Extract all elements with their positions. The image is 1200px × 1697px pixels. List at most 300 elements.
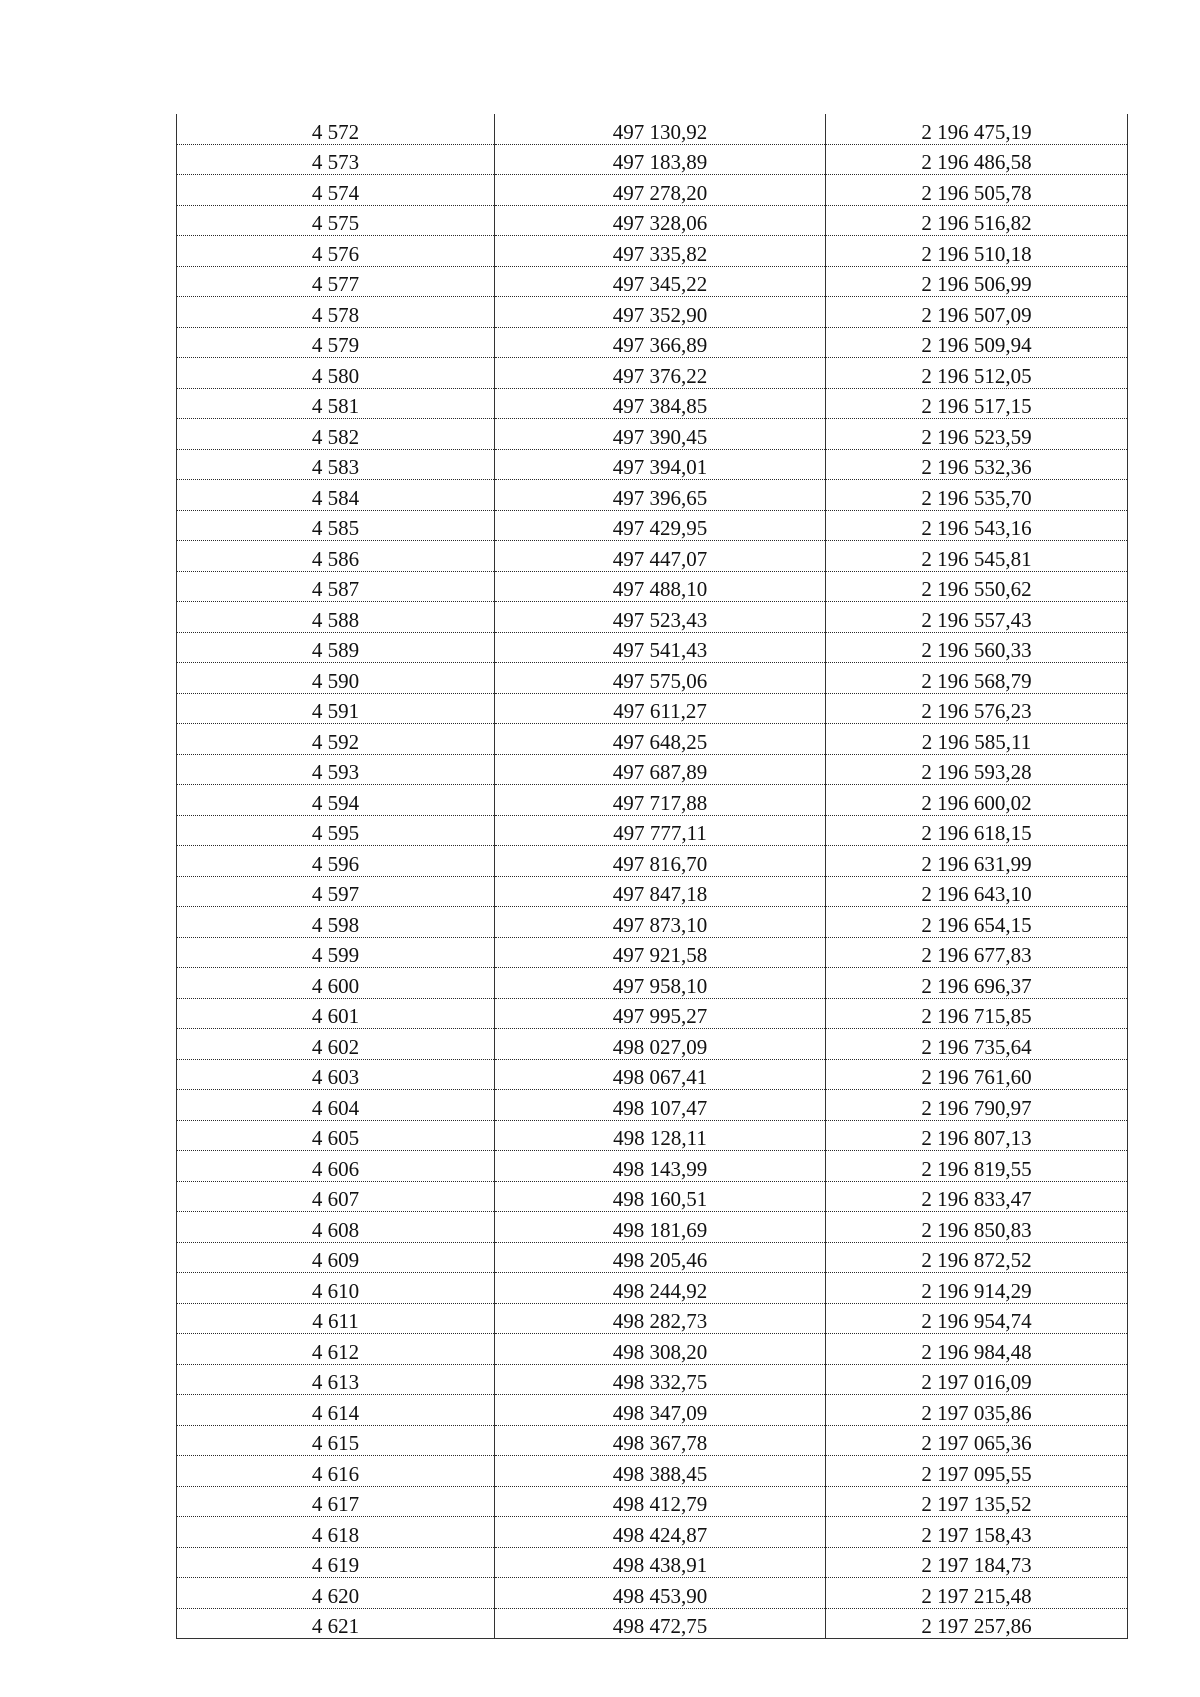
- y-coordinate-cell-text: 2 196 568,79: [921, 668, 1032, 693]
- y-coordinate-cell: [826, 724, 1128, 755]
- x-coordinate-cell-text: 498 412,79: [612, 1492, 708, 1516]
- y-coordinate-cell: [826, 1273, 1128, 1304]
- y-coordinate-cell: [826, 510, 1128, 541]
- y-coordinate-cell: [826, 1029, 1128, 1060]
- x-coordinate-cell-text: 498 205,46: [612, 1248, 708, 1272]
- point-number-cell-text: 4 596: [311, 851, 360, 876]
- point-number-cell-text: 4 591: [311, 699, 360, 723]
- y-coordinate-cell-text: 2 196 576,23: [921, 699, 1032, 723]
- x-coordinate-cell-text: 497 611,27: [613, 699, 707, 723]
- x-coordinate-cell: [495, 571, 826, 602]
- table-row: [177, 236, 1128, 267]
- point-number-cell: [177, 602, 495, 633]
- y-coordinate-cell-text: 2 196 954,74: [921, 1309, 1032, 1333]
- y-coordinate-cell: [826, 175, 1128, 206]
- x-coordinate-cell-text: 498 128,11: [613, 1126, 707, 1150]
- point-number-cell-text: 4 613: [311, 1370, 360, 1394]
- x-coordinate-cell-text: 497 575,06: [612, 668, 708, 693]
- x-coordinate-cell-text: 498 143,99: [612, 1156, 708, 1181]
- y-coordinate-cell-text: 2 196 509,94: [921, 333, 1032, 357]
- x-coordinate-cell-text: 498 107,47: [612, 1095, 708, 1120]
- table-row: [177, 1242, 1128, 1273]
- y-coordinate-cell-text: 2 196 872,52: [921, 1248, 1032, 1272]
- point-number-cell-text: 4 594: [311, 790, 360, 815]
- y-coordinate-cell-text: 2 196 696,37: [921, 973, 1032, 998]
- y-coordinate-cell-text: 2 196 535,70: [921, 485, 1032, 510]
- point-number-cell-text: 4 589: [311, 638, 360, 662]
- point-number-cell: [177, 937, 495, 968]
- y-coordinate-cell: [826, 907, 1128, 938]
- x-coordinate-cell: [495, 907, 826, 938]
- x-coordinate-cell-text: 497 130,92: [612, 119, 708, 144]
- point-number-cell-text: 4 576: [311, 241, 360, 266]
- y-coordinate-cell-text: 2 196 550,62: [921, 577, 1032, 601]
- table-row: [177, 937, 1128, 968]
- point-number-cell-text: 4 577: [311, 272, 360, 296]
- x-coordinate-cell: [495, 1090, 826, 1121]
- x-coordinate-cell-text: 498 181,69: [612, 1217, 708, 1242]
- y-coordinate-cell-text: 2 196 516,82: [921, 211, 1032, 235]
- x-coordinate-cell-text: 497 328,06: [612, 211, 708, 235]
- x-coordinate-cell-text: 497 394,01: [612, 455, 708, 479]
- x-coordinate-cell-text: 497 816,70: [612, 851, 708, 876]
- table-row: [177, 541, 1128, 572]
- point-number-cell: [177, 114, 495, 144]
- point-number-cell-text: 4 614: [311, 1400, 360, 1425]
- y-coordinate-cell-text: 2 196 984,48: [921, 1339, 1032, 1364]
- y-coordinate-cell: [826, 144, 1128, 175]
- y-coordinate-cell: [826, 266, 1128, 297]
- x-coordinate-cell-text: 497 390,45: [612, 424, 708, 449]
- y-coordinate-cell: [826, 1608, 1128, 1639]
- y-coordinate-cell: [826, 205, 1128, 236]
- x-coordinate-cell-text: 497 717,88: [612, 790, 708, 815]
- x-coordinate-cell-text: 498 367,78: [612, 1431, 708, 1455]
- x-coordinate-cell: [495, 1395, 826, 1426]
- point-number-cell-text: 4 581: [311, 394, 360, 418]
- y-coordinate-cell: [826, 998, 1128, 1029]
- x-coordinate-cell: [495, 876, 826, 907]
- point-number-cell-text: 4 586: [311, 546, 360, 571]
- x-coordinate-cell: [495, 1456, 826, 1487]
- y-coordinate-cell-text: 2 197 016,09: [921, 1370, 1032, 1394]
- point-number-cell: [177, 968, 495, 999]
- y-coordinate-cell: [826, 388, 1128, 419]
- x-coordinate-cell: [495, 1364, 826, 1395]
- point-number-cell: [177, 1456, 495, 1487]
- point-number-cell-text: 4 621: [311, 1614, 360, 1638]
- point-number-cell-text: 4 587: [311, 577, 360, 601]
- x-coordinate-cell: [495, 114, 826, 144]
- point-number-cell: [177, 388, 495, 419]
- y-coordinate-cell-text: 2 196 677,83: [921, 943, 1032, 967]
- y-coordinate-cell: [826, 693, 1128, 724]
- y-coordinate-cell-text: 2 196 833,47: [921, 1187, 1032, 1211]
- point-number-cell: [177, 1059, 495, 1090]
- y-coordinate-cell-text: 2 196 507,09: [921, 302, 1032, 327]
- y-coordinate-cell-text: 2 197 065,36: [921, 1431, 1032, 1455]
- x-coordinate-cell: [495, 510, 826, 541]
- y-coordinate-cell-text: 2 196 486,58: [921, 150, 1032, 174]
- table-row: [177, 144, 1128, 175]
- x-coordinate-cell-text: 497 541,43: [612, 638, 708, 662]
- point-number-cell-text: 4 602: [311, 1034, 360, 1059]
- table-row: [177, 907, 1128, 938]
- x-coordinate-cell: [495, 693, 826, 724]
- point-number-cell-text: 4 590: [311, 668, 360, 693]
- x-coordinate-cell-text: 497 488,10: [612, 577, 708, 601]
- x-coordinate-cell-text: 497 921,58: [612, 943, 708, 967]
- y-coordinate-cell-text: 2 196 593,28: [921, 760, 1032, 784]
- point-number-cell: [177, 754, 495, 785]
- x-coordinate-cell: [495, 1517, 826, 1548]
- x-coordinate-cell-text: 497 648,25: [612, 729, 708, 754]
- point-number-cell: [177, 1181, 495, 1212]
- x-coordinate-cell-text: 498 388,45: [612, 1461, 708, 1486]
- y-coordinate-cell: [826, 449, 1128, 480]
- y-coordinate-cell: [826, 1578, 1128, 1609]
- coordinates-table-body: [177, 114, 1128, 1639]
- y-coordinate-cell: [826, 1181, 1128, 1212]
- point-number-cell: [177, 1395, 495, 1426]
- point-number-cell: [177, 815, 495, 846]
- table-row: [177, 1334, 1128, 1365]
- point-number-cell-text: 4 607: [311, 1187, 360, 1211]
- x-coordinate-cell: [495, 663, 826, 694]
- point-number-cell-text: 4 583: [311, 455, 360, 479]
- table-row: [177, 754, 1128, 785]
- y-coordinate-cell-text: 2 196 475,19: [921, 119, 1032, 144]
- x-coordinate-cell-text: 497 396,65: [612, 485, 708, 510]
- x-coordinate-cell: [495, 1151, 826, 1182]
- x-coordinate-cell-text: 497 183,89: [612, 150, 708, 174]
- x-coordinate-cell: [495, 358, 826, 389]
- y-coordinate-cell-text: 2 196 819,55: [921, 1156, 1032, 1181]
- point-number-cell-text: 4 599: [311, 943, 360, 967]
- x-coordinate-cell-text: 497 366,89: [612, 333, 708, 357]
- table-row: [177, 1425, 1128, 1456]
- x-coordinate-cell: [495, 785, 826, 816]
- y-coordinate-cell: [826, 754, 1128, 785]
- point-number-cell: [177, 358, 495, 389]
- point-number-cell: [177, 693, 495, 724]
- x-coordinate-cell: [495, 1242, 826, 1273]
- point-number-cell-text: 4 606: [311, 1156, 360, 1181]
- x-coordinate-cell: [495, 144, 826, 175]
- y-coordinate-cell-text: 2 196 532,36: [921, 455, 1032, 479]
- x-coordinate-cell-text: 497 278,20: [612, 180, 708, 205]
- point-number-cell-text: 4 573: [311, 150, 360, 174]
- point-number-cell: [177, 1486, 495, 1517]
- table-row: [177, 358, 1128, 389]
- y-coordinate-cell: [826, 297, 1128, 328]
- x-coordinate-cell-text: 497 873,10: [612, 912, 708, 937]
- point-number-cell: [177, 1212, 495, 1243]
- x-coordinate-cell: [495, 1303, 826, 1334]
- point-number-cell: [177, 724, 495, 755]
- y-coordinate-cell: [826, 480, 1128, 511]
- x-coordinate-cell: [495, 1334, 826, 1365]
- point-number-cell: [177, 480, 495, 511]
- table-row: [177, 571, 1128, 602]
- point-number-cell-text: 4 578: [311, 302, 360, 327]
- x-coordinate-cell-text: 498 308,20: [612, 1339, 708, 1364]
- y-coordinate-cell-text: 2 196 506,99: [921, 272, 1032, 296]
- x-coordinate-cell-text: 497 958,10: [612, 973, 708, 998]
- y-coordinate-cell: [826, 1090, 1128, 1121]
- y-coordinate-cell-text: 2 196 557,43: [921, 607, 1032, 632]
- y-coordinate-cell: [826, 937, 1128, 968]
- point-number-cell-text: 4 585: [311, 516, 360, 540]
- point-number-cell: [177, 1120, 495, 1151]
- x-coordinate-cell: [495, 1425, 826, 1456]
- table-row: [177, 388, 1128, 419]
- y-coordinate-cell-text: 2 196 585,11: [921, 729, 1032, 754]
- y-coordinate-cell-text: 2 196 523,59: [921, 424, 1032, 449]
- point-number-cell: [177, 1364, 495, 1395]
- table-row: [177, 419, 1128, 450]
- y-coordinate-cell-text: 2 197 184,73: [921, 1553, 1032, 1577]
- table-row: [177, 297, 1128, 328]
- table-row: [177, 693, 1128, 724]
- table-row: [177, 663, 1128, 694]
- y-coordinate-cell: [826, 1242, 1128, 1273]
- y-coordinate-cell-text: 2 197 257,86: [921, 1614, 1032, 1638]
- table-row: [177, 1486, 1128, 1517]
- x-coordinate-cell-text: 497 447,07: [612, 546, 708, 571]
- point-number-cell: [177, 449, 495, 480]
- point-number-cell-text: 4 611: [312, 1309, 359, 1333]
- y-coordinate-cell-text: 2 196 715,85: [921, 1004, 1032, 1028]
- x-coordinate-cell-text: 498 282,73: [612, 1309, 708, 1333]
- point-number-cell: [177, 1578, 495, 1609]
- x-coordinate-cell: [495, 175, 826, 206]
- x-coordinate-cell-text: 497 995,27: [612, 1004, 708, 1028]
- x-coordinate-cell: [495, 968, 826, 999]
- point-number-cell: [177, 571, 495, 602]
- x-coordinate-cell: [495, 724, 826, 755]
- table-row: [177, 1364, 1128, 1395]
- point-number-cell: [177, 1334, 495, 1365]
- point-number-cell-text: 4 584: [311, 485, 360, 510]
- point-number-cell-text: 4 620: [311, 1583, 360, 1608]
- table-row: [177, 266, 1128, 297]
- y-coordinate-cell-text: 2 196 914,29: [921, 1278, 1032, 1303]
- x-coordinate-cell-text: 497 376,22: [612, 363, 708, 388]
- y-coordinate-cell-text: 2 197 035,86: [921, 1400, 1032, 1425]
- x-coordinate-cell: [495, 419, 826, 450]
- point-number-cell: [177, 1151, 495, 1182]
- point-number-cell-text: 4 597: [311, 882, 360, 906]
- table-row: [177, 602, 1128, 633]
- y-coordinate-cell: [826, 236, 1128, 267]
- x-coordinate-cell-text: 498 067,41: [612, 1065, 708, 1089]
- y-coordinate-cell-text: 2 196 761,60: [921, 1065, 1032, 1089]
- y-coordinate-cell-text: 2 196 631,99: [921, 851, 1032, 876]
- point-number-cell: [177, 1547, 495, 1578]
- table-row: [177, 480, 1128, 511]
- point-number-cell-text: 4 612: [311, 1339, 360, 1364]
- y-coordinate-cell: [826, 815, 1128, 846]
- point-number-cell: [177, 144, 495, 175]
- x-coordinate-cell-text: 498 438,91: [612, 1553, 708, 1577]
- x-coordinate-cell-text: 498 160,51: [612, 1187, 708, 1211]
- point-number-cell: [177, 846, 495, 877]
- table-row: [177, 815, 1128, 846]
- y-coordinate-cell: [826, 1547, 1128, 1578]
- table-row: [177, 1059, 1128, 1090]
- y-coordinate-cell: [826, 663, 1128, 694]
- point-number-cell-text: 4 588: [311, 607, 360, 632]
- table-row: [177, 998, 1128, 1029]
- table-row: [177, 785, 1128, 816]
- table-row: [177, 1212, 1128, 1243]
- x-coordinate-cell: [495, 815, 826, 846]
- point-number-cell: [177, 541, 495, 572]
- x-coordinate-cell: [495, 297, 826, 328]
- y-coordinate-cell: [826, 541, 1128, 572]
- y-coordinate-cell-text: 2 197 135,52: [921, 1492, 1032, 1516]
- y-coordinate-cell-text: 2 197 215,48: [921, 1583, 1032, 1608]
- y-coordinate-cell: [826, 1425, 1128, 1456]
- table-row: [177, 724, 1128, 755]
- x-coordinate-cell: [495, 236, 826, 267]
- y-coordinate-cell: [826, 876, 1128, 907]
- point-number-cell: [177, 632, 495, 663]
- point-number-cell: [177, 1608, 495, 1639]
- x-coordinate-cell-text: 497 687,89: [612, 760, 708, 784]
- point-number-cell-text: 4 593: [311, 760, 360, 784]
- y-coordinate-cell-text: 2 196 543,16: [921, 516, 1032, 540]
- y-coordinate-cell: [826, 1212, 1128, 1243]
- x-coordinate-cell: [495, 1059, 826, 1090]
- x-coordinate-cell-text: 497 777,11: [613, 821, 707, 845]
- x-coordinate-cell-text: 498 424,87: [612, 1522, 708, 1547]
- point-number-cell: [177, 175, 495, 206]
- x-coordinate-cell: [495, 1547, 826, 1578]
- point-number-cell-text: 4 595: [311, 821, 360, 845]
- y-coordinate-cell: [826, 602, 1128, 633]
- x-coordinate-cell-text: 497 523,43: [612, 607, 708, 632]
- point-number-cell: [177, 419, 495, 450]
- x-coordinate-cell-text: 498 027,09: [612, 1034, 708, 1059]
- y-coordinate-cell: [826, 1486, 1128, 1517]
- point-number-cell: [177, 327, 495, 358]
- table-row: [177, 876, 1128, 907]
- x-coordinate-cell: [495, 1029, 826, 1060]
- y-coordinate-cell: [826, 1364, 1128, 1395]
- y-coordinate-cell: [826, 1334, 1128, 1365]
- y-coordinate-cell-text: 2 196 560,33: [921, 638, 1032, 662]
- x-coordinate-cell: [495, 1578, 826, 1609]
- x-coordinate-cell: [495, 1181, 826, 1212]
- y-coordinate-cell-text: 2 196 618,15: [921, 821, 1032, 845]
- y-coordinate-cell-text: 2 196 807,13: [921, 1126, 1032, 1150]
- y-coordinate-cell-text: 2 196 510,18: [921, 241, 1032, 266]
- point-number-cell: [177, 1242, 495, 1273]
- y-coordinate-cell: [826, 358, 1128, 389]
- x-coordinate-cell: [495, 327, 826, 358]
- x-coordinate-cell: [495, 1273, 826, 1304]
- table-row: [177, 175, 1128, 206]
- x-coordinate-cell: [495, 1120, 826, 1151]
- point-number-cell-text: 4 580: [311, 363, 360, 388]
- y-coordinate-cell-text: 2 196 735,64: [921, 1034, 1032, 1059]
- x-coordinate-cell: [495, 266, 826, 297]
- table-row: [177, 1029, 1128, 1060]
- x-coordinate-cell-text: 497 384,85: [612, 394, 708, 418]
- table-row: [177, 632, 1128, 663]
- point-number-cell-text: 4 610: [311, 1278, 360, 1303]
- point-number-cell-text: 4 572: [311, 119, 360, 144]
- y-coordinate-cell-text: 2 196 654,15: [921, 912, 1032, 937]
- x-coordinate-cell-text: 498 347,09: [612, 1400, 708, 1425]
- point-number-cell: [177, 907, 495, 938]
- table-row: [177, 510, 1128, 541]
- table-row: [177, 114, 1128, 144]
- y-coordinate-cell-text: 2 196 850,83: [921, 1217, 1032, 1242]
- point-number-cell-text: 4 616: [311, 1461, 360, 1486]
- y-coordinate-cell-text: 2 196 643,10: [921, 882, 1032, 906]
- point-number-cell-text: 4 579: [311, 333, 360, 357]
- y-coordinate-cell-text: 2 196 545,81: [921, 546, 1032, 571]
- x-coordinate-cell-text: 497 335,82: [612, 241, 708, 266]
- x-coordinate-cell-text: 497 847,18: [612, 882, 708, 906]
- point-number-cell-text: 4 575: [311, 211, 360, 235]
- point-number-cell: [177, 785, 495, 816]
- point-number-cell: [177, 510, 495, 541]
- table-row: [177, 1456, 1128, 1487]
- point-number-cell: [177, 1029, 495, 1060]
- x-coordinate-cell-text: 498 332,75: [612, 1370, 708, 1394]
- point-number-cell-text: 4 592: [311, 729, 360, 754]
- table-row: [177, 1395, 1128, 1426]
- table-row: [177, 968, 1128, 999]
- y-coordinate-cell: [826, 1456, 1128, 1487]
- x-coordinate-cell: [495, 480, 826, 511]
- point-number-cell: [177, 236, 495, 267]
- x-coordinate-cell: [495, 602, 826, 633]
- table-row: [177, 1517, 1128, 1548]
- table-row: [177, 1090, 1128, 1121]
- y-coordinate-cell-text: 2 196 517,15: [921, 394, 1032, 418]
- table-row: [177, 1608, 1128, 1639]
- point-number-cell: [177, 1273, 495, 1304]
- point-number-cell: [177, 998, 495, 1029]
- y-coordinate-cell: [826, 785, 1128, 816]
- y-coordinate-cell: [826, 114, 1128, 144]
- point-number-cell: [177, 266, 495, 297]
- y-coordinate-cell-text: 2 196 512,05: [921, 363, 1032, 388]
- y-coordinate-cell: [826, 1303, 1128, 1334]
- y-coordinate-cell-text: 2 196 600,02: [921, 790, 1032, 815]
- x-coordinate-cell-text: 497 352,90: [612, 302, 708, 327]
- point-number-cell-text: 4 605: [311, 1126, 360, 1150]
- table-row: [177, 1181, 1128, 1212]
- point-number-cell: [177, 205, 495, 236]
- y-coordinate-cell: [826, 571, 1128, 602]
- table-row: [177, 205, 1128, 236]
- x-coordinate-cell: [495, 1608, 826, 1639]
- point-number-cell-text: 4 618: [311, 1522, 360, 1547]
- x-coordinate-cell-text: 498 244,92: [612, 1278, 708, 1303]
- x-coordinate-cell: [495, 1486, 826, 1517]
- point-number-cell: [177, 1090, 495, 1121]
- point-number-cell-text: 4 615: [311, 1431, 360, 1455]
- x-coordinate-cell-text: 498 472,75: [612, 1614, 708, 1638]
- table-row: [177, 1273, 1128, 1304]
- x-coordinate-cell-text: 497 345,22: [612, 272, 708, 296]
